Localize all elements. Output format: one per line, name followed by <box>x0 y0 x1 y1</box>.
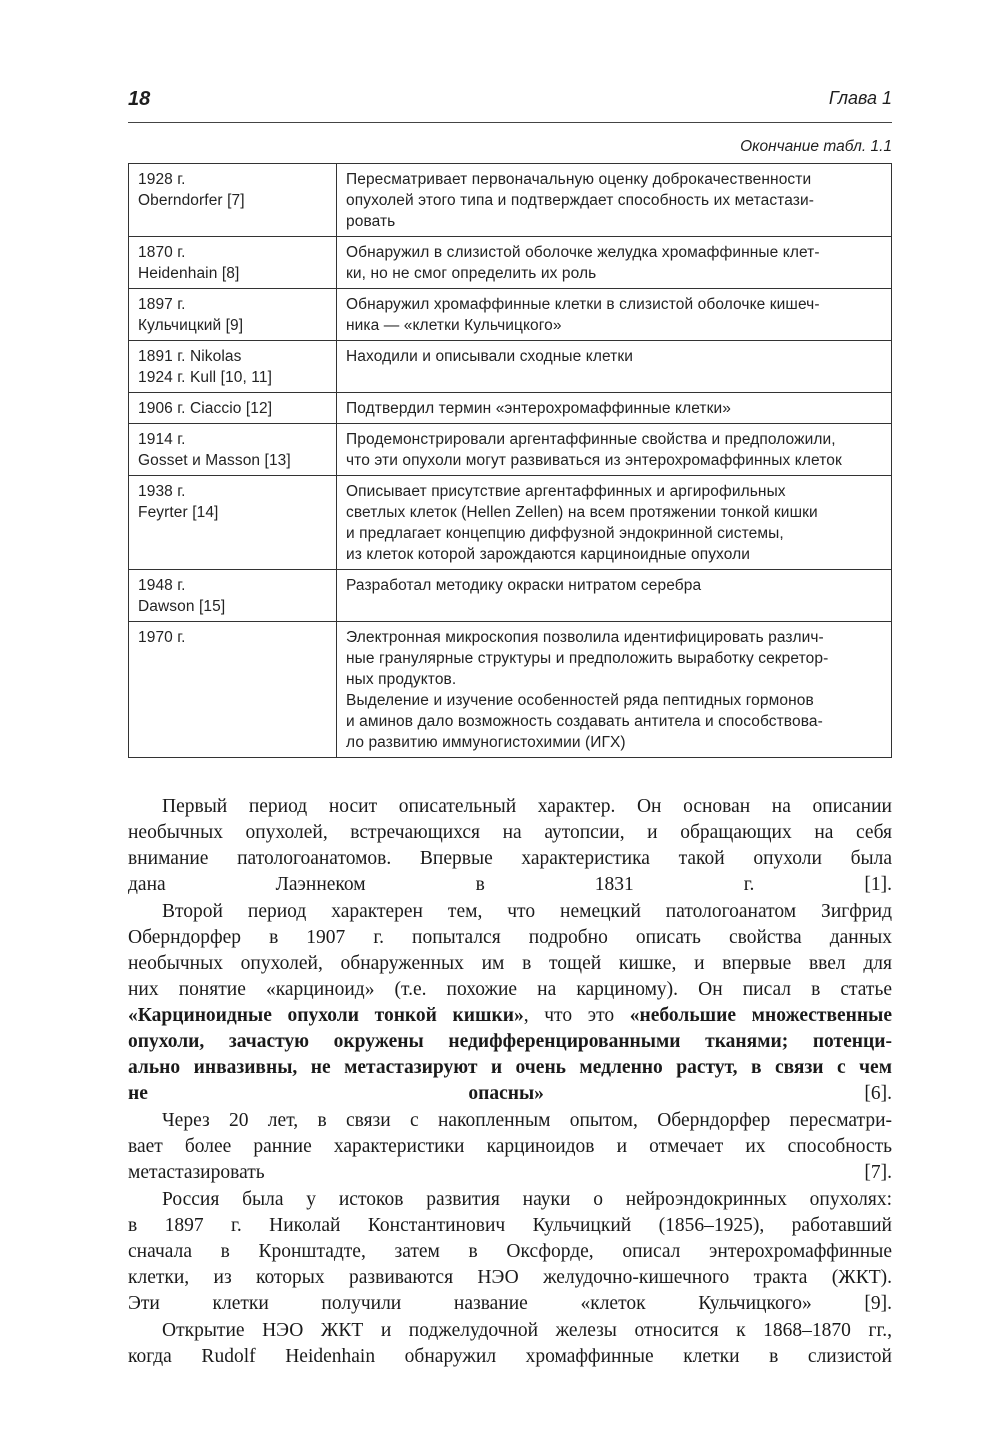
paragraph-2 <box>128 899 892 1107</box>
text-line: Через 20 лет, в связи с накопленным опытом, Оберндорфер пересматри- <box>162 1110 892 1131</box>
running-header <box>128 88 892 118</box>
text-line: в 1897 г. Николай Константинович Кульчицкий (1856–1925), работавший <box>128 1215 892 1236</box>
text-line: Эти клетки получили название «клеток Кульчицкого» [9]. <box>128 1293 892 1314</box>
cell-year-author <box>129 237 337 289</box>
cell-line: Oberndorfer [7] <box>138 192 245 209</box>
text-line: них понятие «карциноид» (т.е. похожие на карциному). Он писал в статье <box>128 979 892 1000</box>
table-row <box>129 476 892 570</box>
text-line: когда Rudolf Heidenhain обнаружил хромаффинные клетки в слизистой <box>128 1346 892 1367</box>
cell-year-author <box>129 570 337 622</box>
cell-line: Кульчицкий [9] <box>138 317 244 334</box>
text-line <box>128 1055 892 1081</box>
text-line: клетки, из которых развиваются НЭО желудочно-кишечного тракта (ЖКТ). <box>128 1267 892 1288</box>
cell-line: Продемонстрировали аргентаффинные свойства и предположили, <box>346 431 836 448</box>
text-line-mixed <box>128 1003 892 1029</box>
cell-year-author <box>129 424 337 476</box>
cell-description <box>337 237 892 289</box>
table-row <box>129 164 892 237</box>
table-row <box>129 424 892 476</box>
paragraph-1 <box>128 794 892 898</box>
cell-line: 1891 г. Nikolas <box>138 348 242 365</box>
text-line: вает более ранние характеристики карциноидов и отмечает их способность <box>128 1136 892 1157</box>
text-line: внимание патологоанатомов. Впервые характеристика такой опухоли была <box>128 848 892 869</box>
header-rule <box>128 122 892 123</box>
text-line: Второй период характерен тем, что немецкий патологоанатом Зигфрид <box>162 901 892 922</box>
cell-line: 1948 г. <box>138 577 186 594</box>
cell-description <box>337 476 892 570</box>
cell-line: ника — «клетки Кульчицкого» <box>346 317 562 334</box>
cell-line: Описывает присутствие аргентаффинных и аргирофильных <box>346 483 786 500</box>
cell-line: ровать <box>346 213 396 230</box>
table-caption: Окончание табл. 1.1 <box>740 138 892 155</box>
table-body <box>129 164 892 758</box>
cell-year-author <box>129 289 337 341</box>
cell-line: и аминов дало возможность создавать антитела и способствова- <box>346 713 823 730</box>
quote-start: «небольшие множественные <box>629 1005 892 1026</box>
body-text <box>128 794 892 1371</box>
cell-line: опухолей этого типа и подтверждает способность их метастази- <box>346 192 814 209</box>
paragraph-3 <box>128 1108 892 1186</box>
cell-line: 1914 г. <box>138 431 186 448</box>
cell-line: 1897 г. <box>138 296 186 313</box>
text-line: Первый период носит описательный характер. Он основан на описании <box>162 796 892 817</box>
cell-line: светлых клеток (Hellen Zellen) на всем протяжении тонкой кишки <box>346 504 818 521</box>
table-row <box>129 237 892 289</box>
cell-line: Пересматривает первоначальную оценку доброкачественности <box>346 171 812 188</box>
cell-line: ные гранулярные структуры и предположить выработку секретор- <box>346 650 829 667</box>
cell-line: 1938 г. <box>138 483 186 500</box>
text-fragment: , что это <box>523 1005 630 1026</box>
quote-line: ально инвазивны, не метастазируют и очень медленно растут, в связи с чем <box>128 1057 892 1078</box>
cell-year-author <box>129 622 337 758</box>
cell-description <box>337 164 892 237</box>
cell-line: что эти опухоли могут развиваться из энтерохромаффинных клеток <box>346 452 842 469</box>
text-line: сначала в Кронштадте, затем в Оксфорде, описал энтерохромаффинные <box>128 1241 892 1262</box>
reference: [6]. <box>543 1083 892 1104</box>
cell-line: Обнаружил в слизистой оболочке желудка хромаффинные клет- <box>346 244 820 261</box>
cell-line: 1906 г. Ciaccio [12] <box>138 400 273 417</box>
text-line: Оберндорфер в 1907 г. попытался подробно описать свойства данных <box>128 927 892 948</box>
table-row <box>129 393 892 424</box>
cell-year-author <box>129 393 337 424</box>
cell-description <box>337 424 892 476</box>
cell-line: Разработал методику окраски нитратом серебра <box>346 577 702 594</box>
cell-line: 1870 г. <box>138 244 186 261</box>
paragraph-5 <box>128 1318 892 1370</box>
history-table <box>128 163 892 758</box>
cell-description <box>337 289 892 341</box>
table-row <box>129 570 892 622</box>
quote-end: не опасны» <box>128 1083 544 1104</box>
cell-line: ки, но не смог определить их роль <box>346 265 597 282</box>
cell-line: ных продуктов. <box>346 671 457 688</box>
text-line: необычных опухолей, обнаруженных им в тощей кишке, и впервые ввел для <box>128 953 892 974</box>
text-line: дана Лаэннеком в 1831 г. [1]. <box>128 874 892 895</box>
cell-line: Feyrter [14] <box>138 504 219 521</box>
cell-line: Выделение и изучение особенностей ряда пептидных гормонов <box>346 692 814 709</box>
cell-line: и предлагает концепцию диффузной эндокринной системы, <box>346 525 784 542</box>
text-line: Россия была у истоков развития науки о нейроэндокринных опухолях: <box>162 1189 892 1210</box>
cell-line: 1924 г. Kull [10, 11] <box>138 369 272 386</box>
text-line: метастазировать [7]. <box>128 1162 892 1183</box>
page-number: 18 <box>128 88 151 110</box>
cell-line: Подтвердил термин «энтерохромаффинные клетки» <box>346 400 731 417</box>
text-line <box>128 1081 892 1107</box>
cell-line: из клеток которой зарождаются карциноидные опухоли <box>346 546 751 563</box>
cell-year-author <box>129 341 337 393</box>
cell-line: 1928 г. <box>138 171 186 188</box>
table-row <box>129 289 892 341</box>
cell-line: Heidenhain [8] <box>138 265 240 282</box>
cell-line: Обнаружил хромаффинные клетки в слизистой оболочке кишеч- <box>346 296 820 313</box>
cell-year-author <box>129 476 337 570</box>
cell-line: 1970 г. <box>138 629 186 646</box>
table-row <box>129 341 892 393</box>
cell-description <box>337 622 892 758</box>
quote-line: опухоли, зачастую окружены недифференцированными тканями; потенци- <box>128 1031 892 1052</box>
paragraph-4 <box>128 1187 892 1317</box>
cell-description <box>337 341 892 393</box>
cell-description <box>337 570 892 622</box>
text-line <box>128 1029 892 1055</box>
cell-line: Dawson [15] <box>138 598 226 615</box>
cell-line: Электронная микроскопия позволила идентифицировать различ- <box>346 629 824 646</box>
cell-description <box>337 393 892 424</box>
cell-line: Gosset и Masson [13] <box>138 452 291 469</box>
chapter-title: Глава 1 <box>828 88 892 108</box>
cell-year-author <box>129 164 337 237</box>
cell-line: ло развитию иммуногистохимии (ИГХ) <box>346 734 626 751</box>
text-line: Открытие НЭО ЖКТ и поджелудочной железы относится к 1868–1870 гг., <box>162 1320 892 1341</box>
cell-line: Находили и описывали сходные клетки <box>346 348 634 365</box>
article-title: «Карциноидные опухоли тонкой кишки» <box>128 1005 524 1026</box>
table-row <box>129 622 892 758</box>
text-line: необычных опухолей, встречающихся на аутопсии, и обращающих на себя <box>128 822 892 843</box>
